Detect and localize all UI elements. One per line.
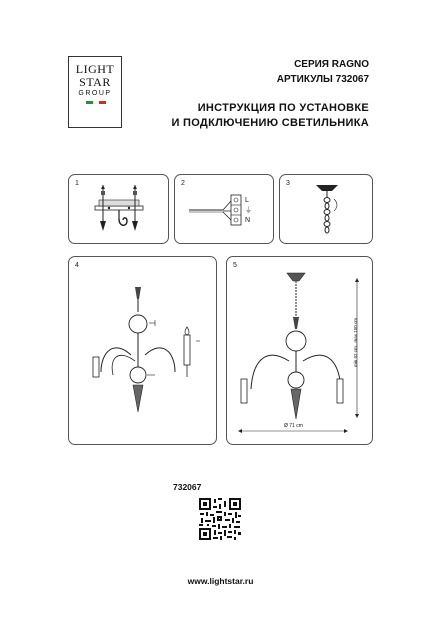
earth-icon: ⏚ <box>245 207 252 214</box>
step-5-panel <box>226 256 373 445</box>
canopy-chain-illustration <box>280 175 374 245</box>
step-number: 4 <box>75 262 79 269</box>
wiring-diagram-illustration <box>175 175 275 245</box>
wire-label-live: L <box>245 197 249 204</box>
step-2-panel <box>174 174 274 244</box>
title-line-2: И ПОДКЛЮЧЕНИЮ СВЕТИЛЬНИКА <box>171 117 369 129</box>
logo-text-group: GROUP <box>78 90 112 97</box>
step-3-panel <box>279 174 373 244</box>
brand-logo <box>68 56 122 128</box>
article-number: АРТИКУЛЫ 732067 <box>276 74 369 85</box>
qr-code-icon <box>198 497 242 541</box>
height-dimension-label: min 92 cm...max 150 cm <box>353 317 358 367</box>
logo-text-star: STAR <box>79 75 111 89</box>
chandelier-dimensions-illustration <box>227 257 374 446</box>
mounting-bracket-illustration <box>69 175 170 245</box>
step-4-panel <box>68 256 217 445</box>
wire-labels <box>245 196 252 226</box>
step-number: 3 <box>286 180 290 187</box>
title-line-1: ИНСТРУКЦИЯ ПО УСТАНОВКЕ <box>197 102 369 114</box>
step-number: 5 <box>233 262 237 269</box>
italian-flag-icon <box>86 101 106 104</box>
diameter-dimension-label: Ø 71 cm <box>284 423 303 429</box>
wire-label-neutral: N <box>245 217 251 224</box>
step-number: 1 <box>75 180 79 187</box>
step-1-panel <box>68 174 169 244</box>
series-name: СЕРИЯ RAGNO <box>294 59 369 70</box>
article-code: 732067 <box>173 482 202 492</box>
logo-text-light: LIGHT <box>75 62 115 76</box>
website-link[interactable]: www.lightstar.ru <box>187 576 254 586</box>
chandelier-assembly-illustration <box>69 257 218 446</box>
step-number: 2 <box>181 180 185 187</box>
document-title <box>171 101 369 131</box>
